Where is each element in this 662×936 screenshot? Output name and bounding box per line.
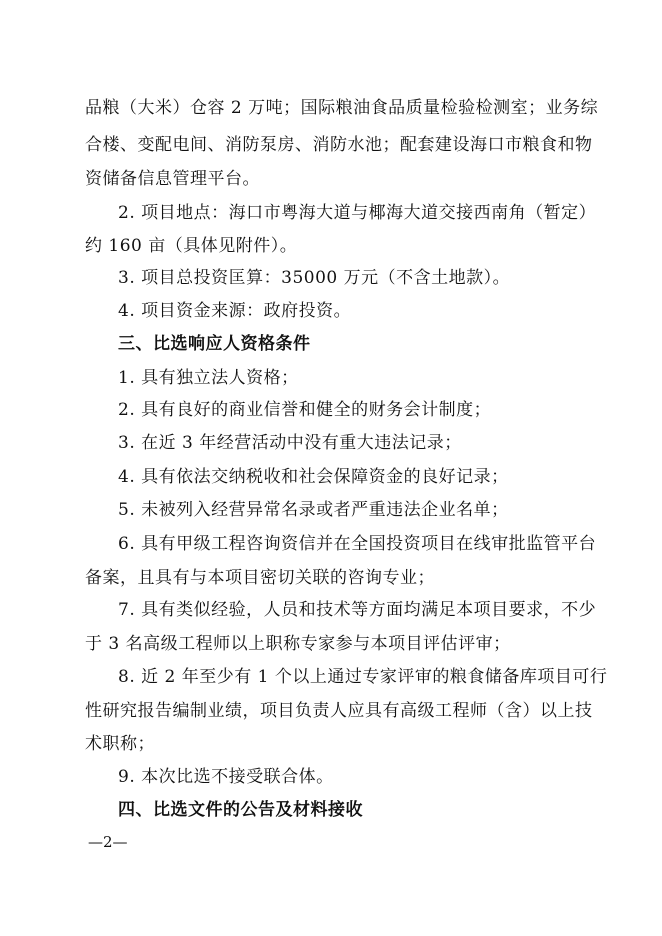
section-heading: 三、比选响应人资格条件: [118, 334, 311, 354]
paragraph-line: 4. 项目资金来源：政府投资。: [118, 301, 352, 321]
list-item: 6. 具有甲级工程咨询资信并在全国投资项目在线审批监管平台: [118, 534, 597, 554]
list-item: 4. 具有依法交纳税收和社会保障资金的良好记录；: [118, 467, 509, 487]
section-heading: 四、比选文件的公告及材料接收: [118, 800, 363, 820]
list-item: 9. 本次比选不接受联合体。: [118, 767, 334, 787]
list-item: 5. 未被列入经营异常名录或者严重违法企业名单；: [118, 500, 509, 520]
paragraph-line: 3. 项目总投资匡算：35000 万元（不含土地款）。: [118, 268, 511, 288]
paragraph-line: 合楼、变配电间、消防泵房、消防水池；配套建设海口市粮食和物: [85, 135, 593, 155]
list-item: 8. 近 2 年至少有 1 个以上通过专家评审的粮食储备库项目可行: [118, 667, 608, 687]
list-item: 2. 具有良好的商业信誉和健全的财务会计制度；: [118, 400, 492, 420]
list-item: 1. 具有独立法人资格；: [118, 368, 299, 388]
list-item: 7. 具有类似经验，人员和技术等方面均满足本项目要求，不少: [118, 600, 597, 620]
list-item: 3. 在近 3 年经营活动中没有重大违法记录；: [118, 433, 462, 453]
list-item-continuation: 备案，且具有与本项目密切关联的咨询专业；: [85, 568, 435, 588]
paragraph-line: 资储备信息管理平台。: [85, 169, 260, 189]
paragraph-line: 约 160 亩（具体见附件）。: [85, 236, 298, 256]
list-item-continuation: 于 3 名高级工程师以上职称专家参与本项目评估评审；: [85, 634, 511, 654]
paragraph-line: 2. 项目地点：海口市粤海大道与椰海大道交接西南角（暂定）: [118, 203, 597, 223]
page-number: —2—: [88, 833, 128, 851]
list-item-continuation: 术职称；: [85, 734, 155, 754]
paragraph-line: 品粮（大米）仓容 2 万吨；国际粮油食品质量检验检测室；业务综: [85, 98, 599, 118]
list-item-continuation: 性研究报告编制业绩，项目负责人应具有高级工程师（含）以上技: [85, 701, 593, 721]
